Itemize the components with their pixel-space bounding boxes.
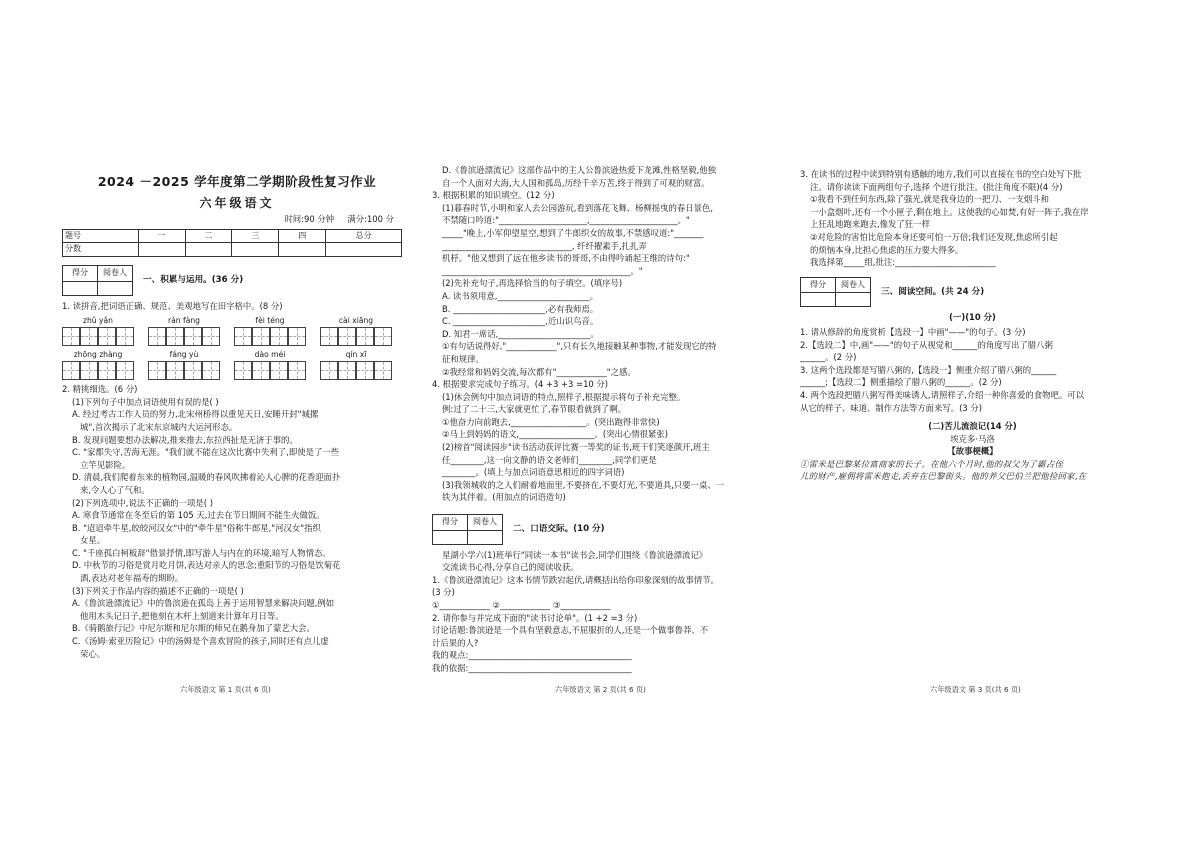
table-cell xyxy=(326,243,402,257)
exam-page-2 xyxy=(432,150,784,690)
text-line: 1. 请从修辞的角度赏析【选段一】中画"——"的句子。(3 分) xyxy=(800,326,1026,337)
text-line: 我选择第_____组,批注:________________________ xyxy=(810,257,996,268)
text-line: 征和规律。 xyxy=(442,353,484,364)
text-line: (1)暮春时节,小明和家人去公园游玩,看到落花飞舞、杨柳摇曳的春日景色, xyxy=(442,202,714,213)
text-line: (3)下列关于作品内容的描述不正确的一项是( ) xyxy=(72,585,244,596)
text-line: D. 清晨,我们爬着东来的植物园,温暖的春风吹拂着沁人心脾的花香迎面扑 xyxy=(72,472,341,483)
text-line: 不禁随口吟道:"_____________________,_____________________。" xyxy=(442,215,690,226)
text-line: 星湖小学六(1)班举行"同读一本书"读书会,同学们围绕《鲁滨逊漂流记》 xyxy=(442,549,708,560)
table-row-label: 分数 xyxy=(63,243,139,257)
text-line: 3. 在读书的过程中读到特别有感触的地方,我们可以直接在书的空白处写下批 xyxy=(800,169,1082,179)
score-cell-label: 得分 xyxy=(63,265,98,281)
table-cell xyxy=(185,243,232,257)
exam-meta xyxy=(62,213,412,226)
text-line: ________。(填上与加点词语意思相近的四字词语) xyxy=(442,467,625,478)
question-1: 1. 读拼音,把词语正确、规范、美观地写在田字格中。(8 分) xyxy=(62,300,283,311)
text-line: ①他奋力向前跑去,__________________。(突出跑得非常快) xyxy=(442,416,660,427)
text-line: 2. 请你参与并完成下面的"读书讨论单"。(1 +2 =3 分) xyxy=(432,612,638,623)
text-line: 从它的样子、味道、制作方法等方面来写。(3 分) xyxy=(800,402,983,413)
text-line: 4. 两个选段把腊八粥写得美味诱人,请照样子,介绍一种你喜爱的食物吧。可以 xyxy=(800,389,1084,400)
page-footer: 六年级语文 第 1 页(共 6 页) xyxy=(180,685,271,694)
text-line: _______________________________, 纤纤擢素手,扎扎弄 xyxy=(442,240,647,251)
scorer-box-2 xyxy=(432,514,784,545)
grader-cell xyxy=(98,281,133,295)
pinyin-item: fáng yù xyxy=(148,350,220,380)
author-name: 埃克多·马洛 xyxy=(950,433,995,444)
table-cell xyxy=(232,243,279,257)
text-line: 一小盒烟叶,还有一个小匣子,剩在地上。这使我的心如焚,有好一阵子,我在岸 xyxy=(810,206,1089,217)
exam-subtitle: 六年级语文 xyxy=(199,195,275,210)
grader-cell-label: 阅卷人 xyxy=(98,265,133,281)
text-line: A. 经过考古工作人员的努力,北宋州桥得以重见天日,安睡开封"城摞 xyxy=(72,409,319,420)
text-line: 酒,表达对老年福寿的期盼。 xyxy=(80,573,184,584)
score-table xyxy=(62,229,402,257)
score-cell xyxy=(801,293,836,307)
exam-page-3 xyxy=(800,150,1145,690)
text-line: B. ______________________,必有我师焉。 xyxy=(442,303,599,314)
time-label: 时间:90 分钟 xyxy=(284,214,335,225)
text-line: A. 读书须用意,______________________。 xyxy=(442,290,598,301)
question-text-block xyxy=(800,326,1145,414)
score-cell xyxy=(433,530,468,544)
pinyin-item: dào méi xyxy=(234,350,306,380)
text-line: 的烦恼本身,比担心焦虑的压力要大得多。 xyxy=(810,244,964,255)
text-line: C. "千座孤白柯板辞"借景抒情,即写游人与内在的环境,暗写人物情态。 xyxy=(72,547,331,558)
text-line: 例:过了二十三,大家就更忙了,春节眼看就到了啊。 xyxy=(442,404,627,415)
table-header: 一 xyxy=(138,229,185,243)
text-line: ______;【选段二】侧重描绘了腊八粥的______。(2 分) xyxy=(800,377,1002,388)
text-line: _____________________________________________。" xyxy=(442,265,643,276)
text-line: 我的依据:_______________________________________ xyxy=(432,662,632,673)
text-line: 机杼。"他又想到了远在他乡读书的哥哥,不由得吟诵起王维的诗句:" xyxy=(442,253,690,264)
text-line: 2. 精挑细选。(6 分) xyxy=(62,384,138,395)
exam-title: 2024 －2025 学年度第二学期阶段性复习作业 xyxy=(97,174,377,189)
text-line: (2)下列选项中,说法不正确的一项是( ) xyxy=(72,497,213,508)
text-line: ①我看不到任何东西,除了强光,就是我身边的一把刀、一支烟斗和 xyxy=(810,194,1049,205)
pinyin-item: rán fàng xyxy=(148,316,220,346)
pinyin-row-1 xyxy=(62,316,392,346)
text-line: ②我经常和妈妈交流,每次都有"____________"之感。 xyxy=(442,366,636,377)
text-line: A.《鲁滨逊漂流记》中的鲁滨逊在孤岛上善于运用智慧来解决问题,例如 xyxy=(72,598,335,609)
grader-cell-label: 阅卷人 xyxy=(836,277,871,293)
grader-cell xyxy=(468,530,503,544)
text-line: 来,令人心了气和。 xyxy=(80,484,150,495)
text-line: 荣心。 xyxy=(80,648,106,659)
page-footer: 六年级语文 第 2 页(共 6 页) xyxy=(555,685,646,694)
pinyin-item: zhǔ yǎn xyxy=(62,316,134,346)
scorer-box-1 xyxy=(62,265,412,296)
text-line: (1)休会例句中加点词语的特点,照样子,根据提示将句子补充完整。 xyxy=(442,391,686,402)
text-line: 注。请你读读下面两组句子,选择 个进行批注。(批注角度不限)(4 分) xyxy=(810,181,1063,192)
text-line: C.《汤姆·索亚历险记》中的汤姆是个喜欢冒险的孩子,同时还有点儿虚 xyxy=(72,636,329,647)
text-line: 计后果的人? xyxy=(432,637,479,648)
text-line: 我的观点:_______________________________________ xyxy=(432,650,632,661)
pinyin-row-2 xyxy=(62,350,392,380)
text-line: 1.《鲁滨逊漂流记》这本书情节跌宕起伏,请概括出给你印象深刻的故事情节。 xyxy=(432,574,720,585)
table-header: 题号 xyxy=(63,229,139,243)
question-text-block xyxy=(432,549,784,675)
score-label: 满分:100 分 xyxy=(347,214,394,225)
section-heading: 二、口语交际。(10 分) xyxy=(513,524,605,535)
text-line: (2)先补充句子,再选择恰当的句子填空。(填序号) xyxy=(442,278,623,289)
pinyin-item: cài xiāng xyxy=(320,316,392,346)
text-line: D. 知君一席话,______________________。 xyxy=(442,328,599,339)
table-cell xyxy=(138,243,185,257)
scorer-box-3 xyxy=(800,277,1145,308)
pinyin-item: qín xī xyxy=(320,350,392,380)
question-text-block xyxy=(800,168,1145,269)
section-heading: 三、阅读空间。(共 24 分) xyxy=(881,286,985,297)
text-line: ①____________ ②____________ ③____________ xyxy=(432,600,611,610)
table-header: 四 xyxy=(279,229,326,243)
text-line: 讨论话题:鲁滨逊是一个具有坚毅意志,不屈服折的人,还是一个做事鲁莽、不 xyxy=(432,625,709,636)
text-line: (3 分) xyxy=(432,587,455,598)
table-header: 三 xyxy=(232,229,279,243)
page-footer: 六年级语文 第 3 页(共 6 页) xyxy=(930,685,1021,694)
text-line: ①有句话说得好,"____________",只有长久地接触某种事物,才能发现它的特 xyxy=(442,341,717,352)
text-line: A. 寒食节通常在冬至后的第 105 天,过去在节日期间不能生火做饭。 xyxy=(72,510,325,521)
table-header: 总分 xyxy=(326,229,402,243)
pinyin-item: fèi téng xyxy=(234,316,306,346)
text-line: _____"晚上,小军仰望星空,想到了牛郎织女的故事,不禁感叹道:"_______ xyxy=(442,227,704,238)
text-line: B.《骑鹅旅行记》中尼尔斯和尼尔斯的师兄在鹅身加了蒙艺大会。 xyxy=(72,623,315,634)
text-line: C. "家都失守,苦海无涯。"我们就不能在这次比赛中失利了,即使是了一些 xyxy=(72,447,340,458)
text-line: ②马上到妈妈的语文,__________________。(突出心情很紧张) xyxy=(442,429,669,440)
text-line: 铁为其伴着。(用加点的词语造句) xyxy=(442,492,566,503)
text-line: 交流读书心得,分享自己的阅读收获。 xyxy=(442,562,579,573)
score-cell xyxy=(63,281,98,295)
subsection-heading: (一)(10 分) xyxy=(949,312,996,323)
text-line: 任________,这一向文静的语文老师们________,同学们更是 xyxy=(442,454,657,465)
text-line: 儿的财产,雇佣将雷米抱走,丢弃在巴黎街头。他的养父巴伯兰把他捡回家,在 xyxy=(800,471,1087,482)
grader-cell xyxy=(836,293,871,307)
text-line: 3. 这两个选段都是写腊八粥的,【选段一】侧重介绍了腊八粥的______ xyxy=(800,364,1057,375)
question-text-block xyxy=(62,383,412,660)
text-line: C. ______________________,近山识鸟音。 xyxy=(442,316,599,327)
text-line: ______。(2 分) xyxy=(800,352,857,363)
text-line: ①雷米是巴黎某位富商家的长子。在他六个月时,他的叔父为了霸占侄 xyxy=(800,458,1064,469)
grader-cell-label: 阅卷人 xyxy=(468,515,503,531)
text-line: 上狂乱地跑来跑去,像发了狂一样 xyxy=(810,219,930,230)
section-heading: 一、积累与运用。(36 分) xyxy=(143,274,244,285)
text-line: 4. 根据要求完成句子练习。(4 +3 +3 =10 分) xyxy=(432,379,609,390)
question-text-block xyxy=(432,164,784,504)
score-cell-label: 得分 xyxy=(801,277,836,293)
text-line: 城",首次揭示了北宋东京城内大运河形态。 xyxy=(80,421,238,432)
text-line: D. 中秋节的习俗是赏月吃月饼,表达对亲人的思念;重阳节的习俗是饮菊花 xyxy=(72,560,341,571)
text-line: (2)榜首"阅读园步"读书活动获评比赛一等奖的证书,班干们笑逐颜开,班主 xyxy=(442,442,710,453)
pinyin-item: zhōng zhàng xyxy=(62,350,134,380)
exam-page-1 xyxy=(62,150,412,690)
text-line: 自一个人面对大海,大人国和孤岛,历经千辛万苦,终于得到了可观的财富。 xyxy=(442,177,710,188)
text-line: (3)我领城收的之人们耐着地面里,不要挤在,不要灯光,不要道具,只要一桌、一 xyxy=(442,479,725,490)
table-header: 二 xyxy=(185,229,232,243)
score-cell-label: 得分 xyxy=(433,515,468,531)
text-line: D.《鲁滨逊漂流记》这部作品中的主人公鲁滨逊热爱下龙滩,性格坚毅,他独 xyxy=(442,165,717,175)
text-line: 2.【选段二】中,画"——"的句子从视觉和______的角度写出了腊八粥 xyxy=(800,339,1053,350)
text-line: 3. 根据积累的知识填空。(12 分) xyxy=(432,190,555,201)
text-line: 他用木头记日子,把他刻在木杆上刻道来计算年月日等。 xyxy=(80,610,284,621)
text-line: B. 发现问题要想办法解决,推来推去,东拉西扯是无济于事的。 xyxy=(72,434,298,445)
subsection-heading: (二)苦儿流浪记(14 分) xyxy=(928,421,1017,432)
story-heading: 【故事梗概】 xyxy=(947,446,998,457)
story-text xyxy=(800,458,1145,483)
text-line: B. "迢迢牵牛星,皎皎河汉女"中的"牵牛星"俗称牛郎星,"河汉女"指织 xyxy=(72,522,321,533)
text-line: (1)下列句子中加点词语使用有误的是( ) xyxy=(72,396,219,407)
text-line: 立竿见影险。 xyxy=(80,459,131,470)
text-line: ②对危险的害怕比危险本身还要可怕一万倍;我们还发现,焦虑所引起 xyxy=(810,231,1058,242)
table-cell xyxy=(279,243,326,257)
text-line: 女星。 xyxy=(80,535,106,546)
